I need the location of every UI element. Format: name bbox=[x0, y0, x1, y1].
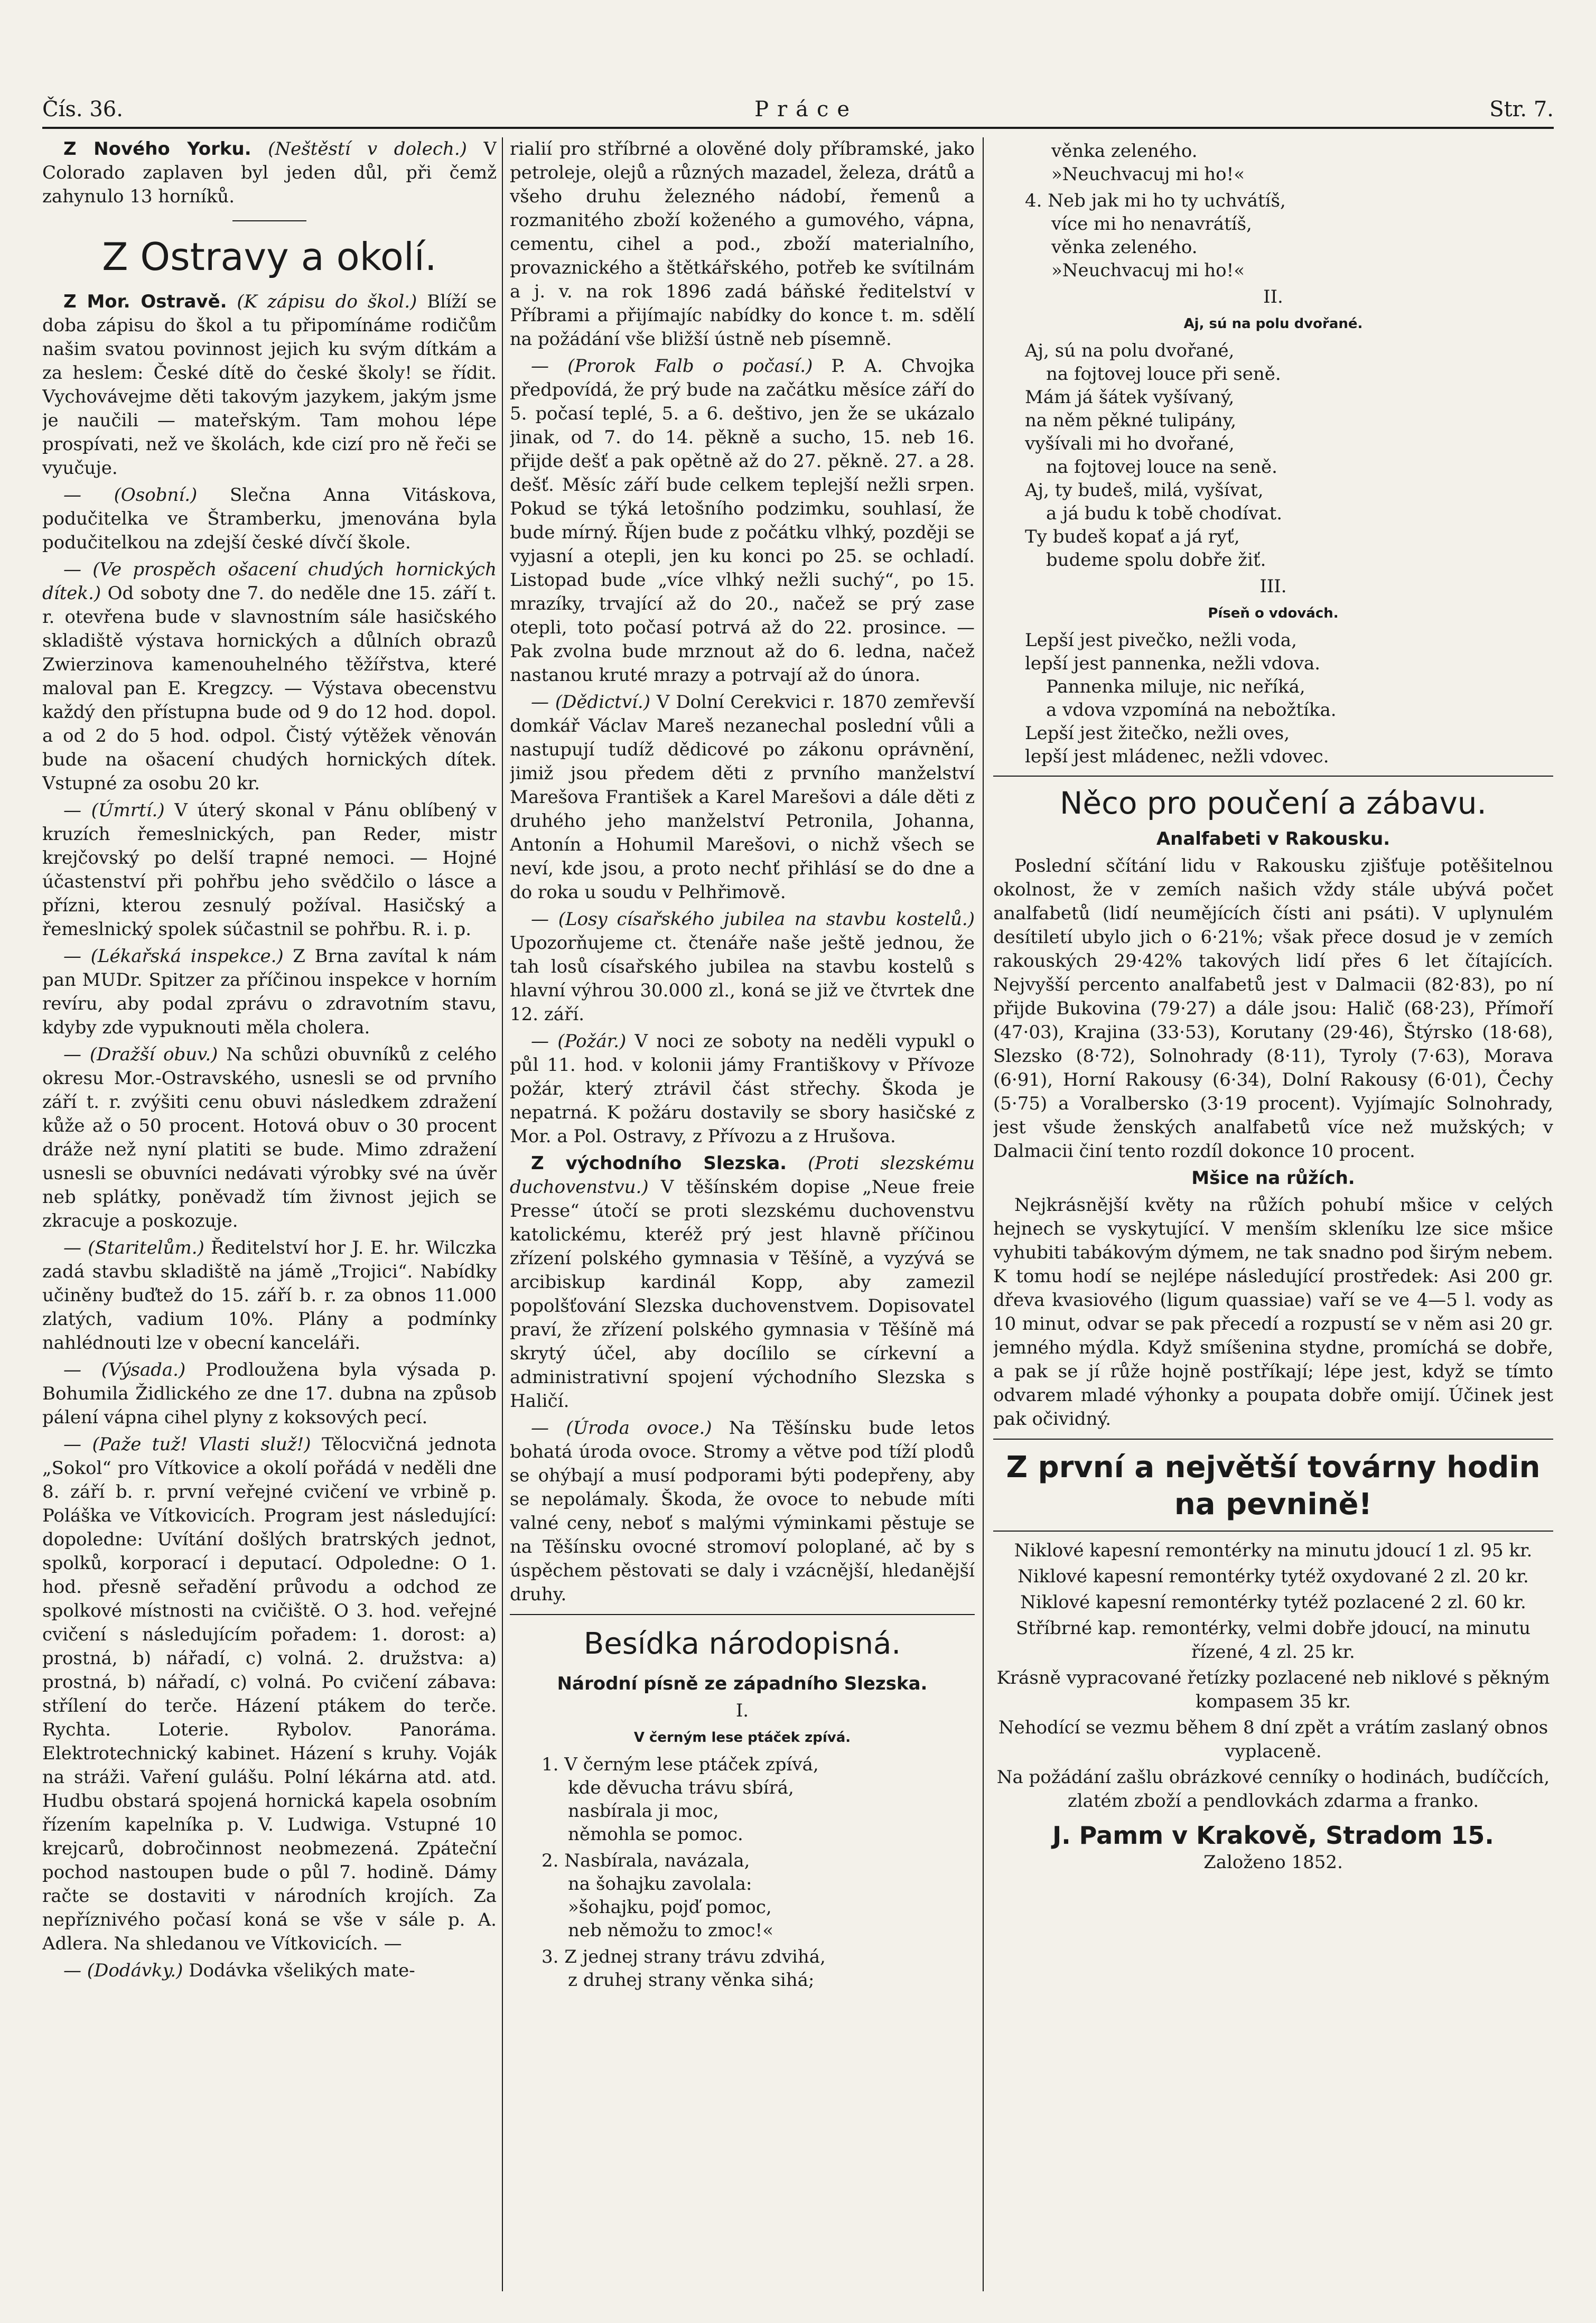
divider bbox=[993, 1439, 1553, 1440]
article-subtitle: — (Staritelům.) bbox=[63, 1237, 204, 1258]
song-number: III. bbox=[1259, 576, 1287, 597]
verse-line: vyšívali mi ho dvořané, bbox=[1025, 433, 1235, 454]
verse-line: Aj, sú na polu dvořané, bbox=[1025, 340, 1235, 361]
verse-line: »Neuchvacuj mi ho!« bbox=[1051, 164, 1245, 185]
article-subtitle: — (Paže tuž! Vlasti služ!) bbox=[63, 1434, 311, 1455]
verse-3 bbox=[542, 1945, 975, 1992]
article-title-msice: Mšice na růžích. bbox=[1191, 1168, 1355, 1189]
song-title: Píseň o vdovách. bbox=[1208, 605, 1339, 621]
article-title-analfabeti: Analfabeti v Rakousku. bbox=[1156, 828, 1390, 850]
verse-line: Pannenka miluje, nic neříká, bbox=[1046, 676, 1305, 697]
article-obuv bbox=[42, 1043, 497, 1233]
column-divider bbox=[502, 137, 503, 2291]
article-subtitle: — (Losy císařského jubilea na stavbu kostelů.) bbox=[531, 909, 975, 930]
verse-line: Ty budeš kopať a já ryť, bbox=[1025, 526, 1240, 547]
article-text: Z Brna zavítal k nám pan MUDr. Spitzer za příčinou inspekce v horním revíru, aby podal zprávu o zdravotním stavu, kdyby zde vypuknouti měla cholera. bbox=[42, 946, 497, 1038]
article-dodavky-cont: rialií pro stříbrné a olověné doly příbramské, jako petroleje, olejů a různých mazadel, železa, drátů a všeho druhu železného nádobí, řemenů a rozmanitého zboží koženého a gumového, vápna, cementu, cihel a pod., zboží materialního, provaznického a štětkářského, potřeb ke svítilnám a j. v. na rok 1896 zadá báňské ředitelství v Příbrami a přijímajíc nabídky do konce t. m. sdělí na požádání vše bližší ústně neb písemně. bbox=[510, 138, 975, 350]
song-title: V černým lese ptáček zpívá. bbox=[633, 1730, 851, 1746]
article-text: Slečna Anna Vitáskova, podučitelka ve Štramberku, jmenována byla podučitelkou na zdejší české dívčí škole. bbox=[42, 484, 497, 553]
verse-line: 1. V černým lese ptáček zpívá, bbox=[542, 1754, 819, 1775]
verse-1 bbox=[542, 1753, 975, 1846]
ad-line: Na požádání zašlu obrázkové cenníky o hodinách, budíčcích, zlatém zboží a pendlovkách zdarma a franko. bbox=[996, 1767, 1550, 1812]
article-subtitle: — (Prorok Falb o počasí.) bbox=[531, 356, 813, 377]
verse-line: nasbírala ji moc, bbox=[568, 1800, 719, 1822]
divider bbox=[232, 220, 306, 221]
article-text: V noci ze soboty na neděli vypukl o půl 11. hod. v kolonii jámy Františkovy v Přívoze požár, který ztrávil část střechy. Škoda je nepatrná. K požáru dostavily se sbory hasičské z Mor. a Pol. Ostravy, z Přívozu a z Hrušova. bbox=[510, 1031, 975, 1147]
article-msice: Nejkrásnější květy na růžích pohubí mšice v celých hejnech se vyskytující. V menším skleníku lze sice mšice vyhubiti tabákovým dýmem, ne tak snadno pod širým nebem. K tomu hodí se nejlépe následující prostředek: Asi 200 gr. dřeva kvasiového (ligum quassiae) vaří se ve 4—5 l. vody as 10 minut, odvar se pak přecedí a rozpustí se v něm asi 20 gr. jemného mýdla. Když smíšenina stydne, promíchá se dobře, a pak se jí růže hojně postříkají; lépe jest, když se tímto odvarem mladé výhonky a poupata dobře omijí. Účinek jest pak očividný. bbox=[993, 1195, 1553, 1430]
verse-line: kde děvucha trávu sbírá, bbox=[568, 1777, 794, 1798]
verse-line: Aj, ty budeš, milá, vyšívat, bbox=[1025, 480, 1264, 501]
article-lekarska bbox=[42, 945, 497, 1040]
verse-line: 2. Nasbírala, navázala, bbox=[542, 1850, 750, 1871]
page-number: Str. 7. bbox=[1489, 97, 1554, 122]
verse-line: lepší jest mládenec, nežli vdovec. bbox=[1025, 746, 1329, 767]
verse-line: věnka zeleného. bbox=[1051, 141, 1198, 162]
verse-line: více mi ho nenavrátíš, bbox=[1051, 213, 1252, 235]
ad-line: Niklové kapesní remontérky tytéž pozlacené 2 zl. 60 kr. bbox=[1020, 1592, 1526, 1613]
article-dedictvi bbox=[510, 691, 975, 904]
ad-line: Niklové kapesní remontérky na minutu jdoucí 1 zl. 95 kr. bbox=[1014, 1540, 1533, 1561]
verse-line: věnka zeleného. bbox=[1051, 237, 1198, 258]
verse-line: Lepší jest pivečko, nežli voda, bbox=[1025, 630, 1297, 651]
verse-line: a já budu k tobě chodívat. bbox=[1046, 503, 1283, 524]
song-title: Aj, sú na polu dvořané. bbox=[1183, 316, 1363, 332]
article-text: Od soboty dne 7. do neděle dne 15. září t. r. otevřena bude v slavnostním sále hasičského skladiště výstava hornických a důlních obrazů Zwierzinova kamenouhelného těžířstva, které maloval pan E. Kregzcy. — Výstava obecenstvu každý den přístupna bude od 9 do 12 hod. dopol. a od 2 do 5 hod. odpol. Čistý výtěžek věnován bude na ošacení chudých hornických dítek. Vstupné za osobu 20 kr. bbox=[42, 583, 497, 794]
article-text: Na Těšínsku bude letos bohatá úroda ovoce. Stromy a větve pod tíží plodů se ohýbají a musí podporami býti podepřeny, aby se nepolámaly. Škoda, že ovoce to nebude míti valné ceny, neboť s malými výminkami pěstuje se na Těšínsku ovocné stromoví poloplané, ač by s úspěchem pěstovati se daly i vzácnější, hledanější druhy. bbox=[510, 1417, 975, 1605]
article-text: Prodloužena byla výsada p. Bohumila Židlického ze dne 17. dubna na způsob pálení vápna cihel plyny z koksových pecí. bbox=[42, 1359, 497, 1428]
verse-line: »Neuchvacuj mi ho!« bbox=[1051, 260, 1245, 281]
verse-line: 3. Z jednej strany trávu zdvihá, bbox=[542, 1946, 826, 1967]
column-3 bbox=[993, 137, 1553, 2291]
article-text: V těšínském dopise „Neue freie Presse“ útočí se proti slezskému duchovenstvu katolickému, kteréž prý jest hlavně příčinou zřízení polského gymnasia v Těšíně, a vyzývá se arcibiskup kardinál Kopp, aby zamezil popolšťování Slezska duchovenstvem. Dopisovatel praví, že zřízení polského gymnasia v Těšíně má skrytý účel, aby docílilo se církevní a administrativní spojení východního Slezska s Haličí. bbox=[510, 1177, 975, 1412]
article-subtitle: — (Osobní.) bbox=[63, 484, 198, 506]
article-pozar bbox=[510, 1030, 975, 1149]
verse-4 bbox=[1025, 189, 1553, 282]
article-subtitle: (Proti slezskému duchovenstvu.) bbox=[510, 1153, 975, 1198]
divider bbox=[993, 776, 1553, 777]
verse-line: neb němožu to zmoc!« bbox=[568, 1920, 774, 1941]
verse-line: němohla se pomoc. bbox=[568, 1824, 743, 1845]
article-text: V Dolní Cerekvici r. 1870 zemřevší domkář Václav Mareš nezanechal poslední vůli a nastupují tudíž dědicové po zákonu oprávnění, jimiž jsou předem děti z prvního manželství Marešova František a Karel Marešovi a dále děti z druhého jeho manželství Petronila, Johanna, Antonín a Hohumil Marešovi, o nichž všech se neví, kde jsou, a proto nechť přihlásí se do dne a do roka u soudu v Pelhřimově. bbox=[510, 692, 975, 903]
column-1 bbox=[42, 137, 497, 2291]
ad-title: Z první a největší továrny hodin na pevnině! bbox=[1006, 1450, 1541, 1522]
watch-advertisement bbox=[993, 1449, 1553, 1874]
article-uroda bbox=[510, 1416, 975, 1607]
article-stavitel bbox=[42, 1236, 497, 1355]
article-text: Blíží se doba zápisu do škol a tu připomínáme rodičům našim svatou povinnost jejich ku svým dítkám a za heslem: České dítě do české školy! se řídit. Vychovávejme děti takovým jazykem, jakým jsme je naučili — mateřským. Tam mohou lépe prospívati, než ve školách, kde cizí pro ně řeči se vyučuje. bbox=[42, 291, 497, 479]
article-lead: Z východního Slezska. bbox=[531, 1153, 787, 1174]
verse-line: 4. Neb jak mi ho ty uchvátíš, bbox=[1025, 190, 1286, 211]
section-title-besidka: Besídka národopisná. bbox=[583, 1627, 901, 1661]
verse-line: »šohajku, pojď pomoc, bbox=[568, 1897, 772, 1918]
article-analfabeti: Poslední sčítání lidu v Rakousku zjišťuje potěšitelnou okolnost, že v zemích našich vždy stále ubývá počet analfabetů (lidí neumějících čísti ani psáti). V uplynulém desítiletí ubylo jich o 6·21%; však přece dosud je v zemích rakouských 29·42% takových lidí přes 6 let čítajících. Nejvyšší percento analfabetů jest v Dalmacii (82·83), po ní přijde Bukovina (79·27) a dále jsou: Halič (68·23), Přímoří (47·03), Krajina (33·53), Korutany (29·46), Štýrsko (18·68), Slezsko (8·72), Solnohrady (8·11), Tyroly (7·63), Morava (6·91), Horní Rakousy (6·34), Dolní Rakousy (6·01), Čechy (5·75) a Voralbersko (3·19 procent). Vyjímajíc Solnohrady, jest všude ženských analfabetů více než mužských; v Dalmacii činí tento rozdíl dokonce 10 procent. bbox=[993, 855, 1553, 1162]
besidka-subtitle: Národní písně ze západního Slezska. bbox=[557, 1673, 928, 1694]
ad-line: Stříbrné kap. remontérky, velmi dobře jdoucí, na minutu řízené, 4 zl. 25 kr. bbox=[1015, 1618, 1531, 1663]
divider bbox=[510, 1614, 975, 1615]
newspaper-title: Práce bbox=[754, 97, 858, 122]
ad-line: Nehodící se vezmu během 8 dní zpět a vrátím zaslaný obnos vyplaceně. bbox=[998, 1717, 1548, 1762]
verse-line: Lepší jest žitečko, nežli oves, bbox=[1025, 723, 1290, 744]
article-text: Ředitelství hor J. E. hr. Wilczka zadá stavbu skladiště na jámě „Trojici“. Nabídky učiněny buďtež do 15. září b. r. za obnos 11.000 zlatých, vadium 10%. Plány a podmínky nahlédnouti lze v obecní kanceláři. bbox=[42, 1237, 497, 1354]
song-number: II. bbox=[1263, 286, 1283, 307]
article-subtitle: — (Výsada.) bbox=[63, 1359, 186, 1380]
article-umrti bbox=[42, 799, 497, 941]
article-subtitle: — (Požár.) bbox=[531, 1031, 627, 1052]
article-subtitle: — (Dražší obuv.) bbox=[63, 1044, 218, 1065]
article-subtitle: — (Ve prospěch ošacení chudých hornických dítek.) bbox=[42, 559, 497, 604]
song-number: I. bbox=[735, 1700, 749, 1721]
article-text: V úterý skonal v Pánu oblíbený v kruzích řemeslnických, pan Reder, mistr krejčovský po delší trapné nemoci. — Hojné účastenství při pohřbu jeho svědčilo o lásce a přízni, kterou zesnulý požíval. Hasičský a řemeslnický spolek súčastnil se pohřbu. R. i. p. bbox=[42, 800, 497, 940]
article-prospech bbox=[42, 558, 497, 796]
article-subtitle: — (Úroda ovoce.) bbox=[531, 1417, 712, 1439]
article-newyork bbox=[42, 137, 497, 209]
article-dodavky bbox=[42, 1959, 497, 1983]
page-header bbox=[42, 79, 1554, 129]
ad-founded: Založeno 1852. bbox=[1203, 1852, 1343, 1873]
article-subtitle: (Neštěstí v dolech.) bbox=[268, 138, 467, 160]
verse-line: Mám já šátek vyšívaný, bbox=[1025, 387, 1235, 408]
issue-number: Čís. 36. bbox=[42, 97, 123, 122]
article-vysada bbox=[42, 1358, 497, 1430]
divider bbox=[993, 1531, 1553, 1532]
article-text: V Colorado zaplaven byl jeden důl, při čemž zahynulo 13 horníků. bbox=[42, 138, 497, 207]
ad-line: Niklové kapesní remontérky tytéž oxydované 2 zl. 20 kr. bbox=[1018, 1566, 1529, 1587]
verse-line: na fojtovej louce na seně. bbox=[1046, 456, 1277, 478]
verse-2 bbox=[542, 1849, 975, 1942]
article-text: Upozorňujeme ct. čtenáře naše ještě jednou, že tah losů císařského jubilea na stavbu kostelů s hlavní výhrou 30.000 zl., koná se již ve čtvrtek dne 12. září. bbox=[510, 932, 975, 1025]
article-paze bbox=[42, 1433, 497, 1956]
article-text: Na schůzi obuvníků z celého okresu Mor.-Ostravského, usnesli se od prvního září t. r. zvýšiti cenu obuvi následkem zdražení kůže až o 50 procent. Hotová obuv o 30 procent dráže než nyní platiti se bude. Mimo zdražení usnesli se obuvníci nedávati výrobky své na úvěr neb splátky, poněvadž tím živnost jejich se zkracuje a poskozuje. bbox=[42, 1044, 497, 1232]
verse-line: na něm pěkné tulipány, bbox=[1025, 410, 1237, 431]
article-subtitle: — (Dodávky.) bbox=[63, 1960, 183, 1981]
song-3-lines bbox=[1025, 629, 1553, 768]
column-divider bbox=[983, 137, 984, 2291]
ad-line: Krásně vypracované řetízky pozlacené neb niklové s pěkným kompasem 35 kr. bbox=[996, 1667, 1550, 1712]
verse-line: budeme spolu dobře žiť. bbox=[1046, 549, 1266, 571]
article-subtitle: — (Lékařská inspekce.) bbox=[63, 946, 284, 967]
verse-line: lepší jest pannenka, nežli vdova. bbox=[1025, 653, 1321, 674]
article-falb bbox=[510, 354, 975, 687]
song-2-lines bbox=[1025, 339, 1553, 572]
article-subtitle: — (Dědictví.) bbox=[531, 692, 650, 713]
verse-line: na šohajku zavolala: bbox=[568, 1873, 752, 1895]
article-text: Tělocvičná jednota „Sokol“ pro Vítkovice a okolí pořádá v neděli dne 8. září b. r. první veřejné cvičení ve vrbině p. Poláška ve Vítkovicích. Program jest následující: dopoledne: Uvítání došlých bratrských jednot, spolků, korporací i deputací. Odpoledne: O 1. hod. přesně seřadění průvodu a odchod ze spolkové místnosti na cvičiště. O 3. hod. veřejné cvičení s následujícím pořadem: 1. dorost: a) prostná, b) nářadí, c) volná. 2. družstva: a) prostná, b) nářadí, c) volná. Po cvičení zábava: střílení do terče. Házení ptákem do terče. Rychta. Loterie. Rybolov. Panoráma. Elektrotechnický kabinet. Házení s kruhy. Voják na stráži. Vaření gulášu. Polní lékárna atd. atd. Hudbu obstará spojená hornická kapela osobním řízením kapelníka p. V. Ludwiga. Vstupné 10 krejcarů, dobročinnost neobmezená. Zpáteční pochod nastoupen bude o půl 7. hodině. Dámy račte se dostaviti v národních krojích. Za nepříznivého počasí koná se vše v sále p. A. Adlera. Na shledanou ve Vítkovicích. — bbox=[42, 1434, 497, 1954]
verse-line: z druhej strany věnka sihá; bbox=[568, 1970, 815, 1991]
article-text: Dodávka všelikých mate- bbox=[189, 1960, 415, 1981]
article-subtitle: (K zápisu do škol.) bbox=[237, 291, 417, 312]
section-title-ostrava: Z Ostravy a okolí. bbox=[102, 235, 437, 279]
verse-line: a vdova vzpomíná na nebožtíka. bbox=[1046, 699, 1337, 721]
ad-signature: J. Pamm v Krakově, Stradom 15. bbox=[1052, 1821, 1494, 1850]
article-lead: Z Mor. Ostravě. bbox=[63, 291, 227, 312]
article-lead: Z Nového Yorku. bbox=[63, 138, 251, 160]
verse-line: na fojtovej louce při seně. bbox=[1046, 363, 1281, 385]
column-2 bbox=[510, 137, 975, 2291]
article-school bbox=[42, 290, 497, 480]
article-text: P. A. Chvojka předpovídá, že prý bude na začátku měsíce září do 5. počasí teplé, 5. a 6. deštivo, jen že se ukázalo jinak, od 7. do 14. pěkně a sucho, 15. neb 16. přijde dešť a pak opětně až do 27. pěkně. 27. a 28. dešť. Měsíc září bude celkem teplejší nežli srpen. Pokud se týká letošního podzimku, souhlasí, že bude mírný. Říjen bude z počátku vlhký, později se vyjasní a otepli, jen ku konci po 25. se ochladí. Listopad bude „více vlhký nežli suchý“, po 15. mrazíky, trvající až do 20., načež se prý zase otepli, toto počasí potrvá až do 22. prosince. — Pak zvolna bude mrznout až do 6. ledna, načež nastanou kruté mrazy a potrvají až do února. bbox=[510, 356, 975, 686]
section-title-neco: Něco pro poučení a zábavu. bbox=[1060, 785, 1487, 821]
article-osobni bbox=[42, 483, 497, 555]
article-subtitle: — (Úmrtí.) bbox=[63, 800, 165, 821]
verse-3-cont bbox=[1025, 139, 1553, 186]
article-losy bbox=[510, 908, 975, 1027]
article-slezsko bbox=[510, 1152, 975, 1413]
